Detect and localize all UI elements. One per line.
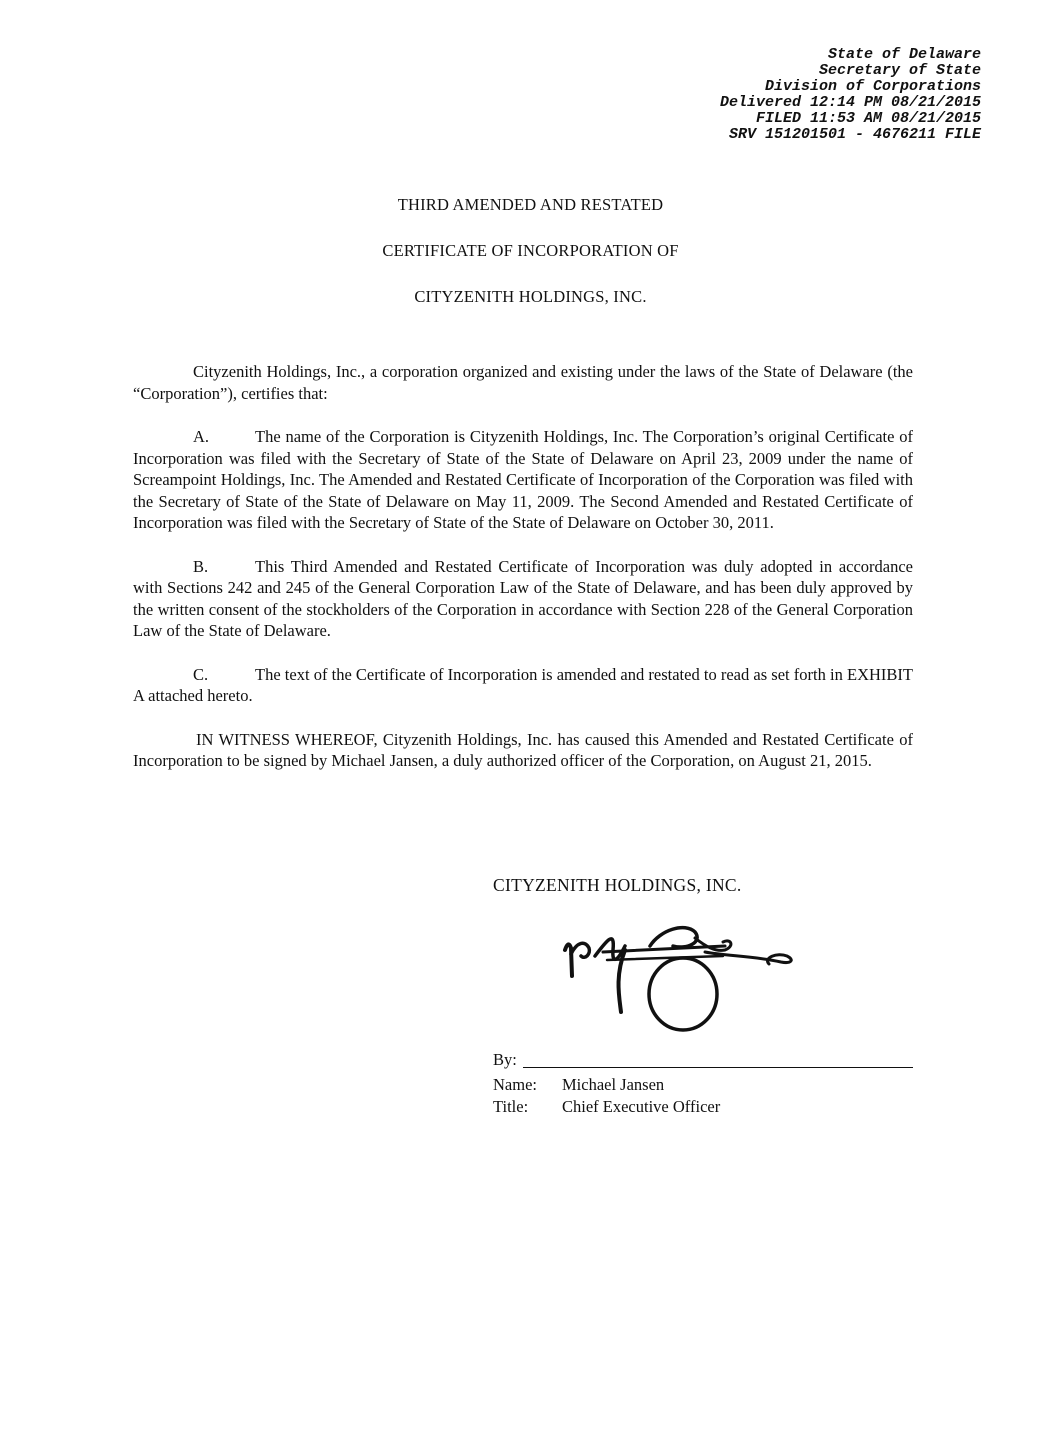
stamp-line: Secretary of State	[818, 62, 981, 79]
title-line-2: CERTIFICATE OF INCORPORATION OF	[382, 241, 679, 260]
handwritten-signature	[555, 916, 815, 1036]
title-line-1: THIRD AMENDED AND RESTATED	[397, 195, 664, 214]
paragraph-c-label: C.	[193, 664, 209, 684]
paragraph-b-text: This Third Amended and Restated Certificate of Incorporation was duly adopted in accordance with Sections 242 and 245 of the General Corporation Law of the State of Delaware, and has been duly approved by the written consent of the stockholders of the Corporation in accordance with Section 228 of the General Corporation Law of the State of Delaware.	[133, 556, 913, 640]
stamp-line: SRV 151201501 - 4676211 FILE	[728, 126, 981, 143]
title-label: Title:	[493, 1097, 529, 1116]
name-label: Name:	[493, 1075, 537, 1094]
signature-rule	[523, 1067, 913, 1068]
paragraph-a-label: A.	[193, 427, 210, 446]
paragraph-c	[133, 664, 913, 707]
signatory-company: CITYZENITH HOLDINGS, INC.	[493, 875, 742, 895]
name-value: Michael Jansen	[562, 1075, 665, 1094]
paragraph-c-text: The text of the Certificate of Incorporation is amended and restated to read as set forth in EXHIBIT A attached hereto.	[133, 664, 913, 705]
by-line	[493, 1049, 913, 1071]
document-title	[0, 193, 1061, 331]
intro-paragraph: Cityzenith Holdings, Inc., a corporation organized and existing under the laws of the State of Delaware (the “Corporation”), certifies that:	[133, 362, 913, 403]
stamp-line: Delivered 12:14 PM 08/21/2015	[719, 94, 981, 111]
paragraph-b-label: B.	[193, 556, 209, 576]
filing-stamp	[720, 47, 981, 143]
name-row	[493, 1074, 664, 1096]
paragraph-b	[133, 556, 913, 642]
signature-block	[493, 874, 913, 1116]
title-line-3: CITYZENITH HOLDINGS, INC.	[414, 287, 647, 306]
title-row	[493, 1096, 720, 1118]
paragraph-a-text: The name of the Corporation is Cityzenith Holdings, Inc. The Corporation’s original Certificate of Incorporation was filed with the Secretary of State of the State of Delaware on April 23, 2009 under the name of Screampoint Holdings, Inc. The Amended and Restated Certificate of Incorporation of the Corporation was filed with the Secretary of State of the State of Delaware on May 11, 2009. The Second Amended and Restated Certificate of Incorporation was filed with the Secretary of State of the State of Delaware on October 30, 2011.	[133, 427, 913, 532]
document-body	[133, 361, 913, 794]
witness-paragraph: IN WITNESS WHEREOF, Cityzenith Holdings, Inc. has caused this Amended and Restated Certificate of Incorporation to be signed by Michael Jansen, a duly authorized officer of the Corporation, on August 21, 2015.	[133, 729, 913, 770]
title-value: Chief Executive Officer	[562, 1097, 721, 1116]
stamp-line: Division of Corporations	[764, 78, 981, 95]
paragraph-a	[133, 426, 913, 534]
stamp-line: State of Delaware	[827, 46, 981, 63]
by-label: By:	[493, 1050, 517, 1069]
stamp-line: FILED 11:53 AM 08/21/2015	[755, 110, 981, 127]
